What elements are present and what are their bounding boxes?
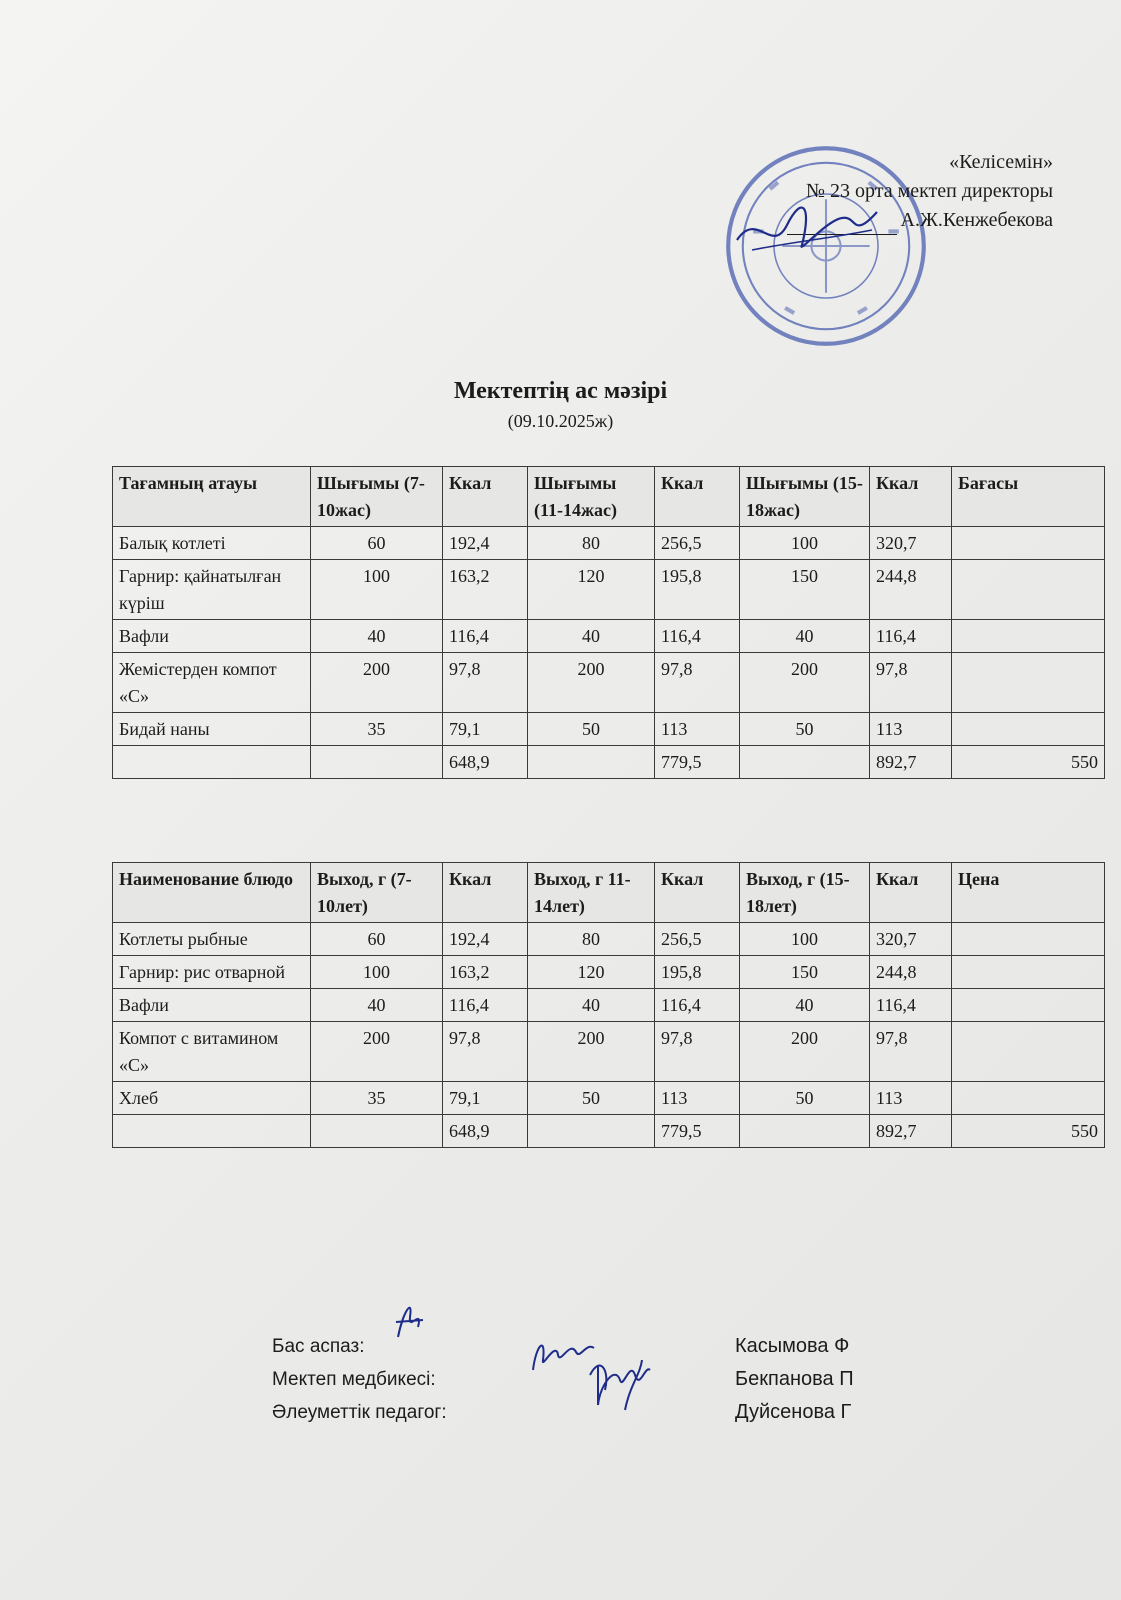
total-cell — [740, 746, 870, 779]
price-cell — [952, 527, 1105, 560]
total-kcal: 648,9 — [443, 746, 528, 779]
header-cell: Наименование блюдо — [113, 863, 311, 923]
kcal-cell: 116,4 — [870, 989, 952, 1022]
header-cell: Цена — [952, 863, 1105, 923]
header-cell: Ккал — [655, 863, 740, 923]
dish-name: Гарнир: рис отварной — [113, 956, 311, 989]
table-header-row — [113, 863, 1105, 923]
dish-name: Балық котлеті — [113, 527, 311, 560]
total-kcal: 648,9 — [443, 1115, 528, 1148]
price-cell — [952, 989, 1105, 1022]
table-row — [113, 956, 1105, 989]
dish-name: Вафли — [113, 989, 311, 1022]
portion-cell: 100 — [311, 560, 443, 620]
kcal-cell: 116,4 — [655, 620, 740, 653]
table-row — [113, 1082, 1105, 1115]
kcal-cell: 116,4 — [443, 989, 528, 1022]
kcal-cell: 320,7 — [870, 527, 952, 560]
role-chef: Бас аспаз: — [272, 1336, 365, 1357]
price-cell — [952, 923, 1105, 956]
portion-cell: 40 — [740, 989, 870, 1022]
price-cell — [952, 956, 1105, 989]
portion-cell: 120 — [528, 956, 655, 989]
portion-cell: 100 — [311, 956, 443, 989]
role-nurse: Мектеп медбикесі: — [272, 1369, 436, 1390]
menu-title-block — [0, 378, 1121, 432]
price-cell — [952, 713, 1105, 746]
portion-cell: 200 — [311, 1022, 443, 1082]
portion-cell: 150 — [740, 560, 870, 620]
portion-cell: 200 — [740, 1022, 870, 1082]
kcal-cell: 97,8 — [443, 1022, 528, 1082]
portion-cell: 40 — [311, 620, 443, 653]
total-cell — [311, 746, 443, 779]
portion-cell: 40 — [740, 620, 870, 653]
price-cell — [952, 620, 1105, 653]
dish-name: Бидай наны — [113, 713, 311, 746]
pedagogue-signature — [580, 1345, 660, 1415]
total-cell — [528, 746, 655, 779]
dish-name: Компот с витамином «С» — [113, 1022, 311, 1082]
menu-title: Мектептің ас мәзірі — [453, 378, 668, 404]
portion-cell: 100 — [740, 923, 870, 956]
price-cell — [952, 653, 1105, 713]
portion-cell: 35 — [311, 1082, 443, 1115]
header-cell: Ккал — [655, 467, 740, 527]
kcal-cell: 192,4 — [443, 527, 528, 560]
kcal-cell: 79,1 — [443, 1082, 528, 1115]
table-row — [113, 620, 1105, 653]
header-cell: Ккал — [870, 863, 952, 923]
signature-roles — [272, 1330, 447, 1429]
kcal-cell: 320,7 — [870, 923, 952, 956]
dish-name: Вафли — [113, 620, 311, 653]
price-cell — [952, 560, 1105, 620]
table-row — [113, 923, 1105, 956]
total-cell — [113, 746, 311, 779]
portion-cell: 80 — [528, 527, 655, 560]
approval-director: А.Ж.Кенжебекова — [787, 206, 1054, 235]
kcal-cell: 113 — [870, 1082, 952, 1115]
kcal-cell: 113 — [870, 713, 952, 746]
total-price: 550 — [952, 746, 1105, 779]
total-kcal: 779,5 — [655, 746, 740, 779]
header-cell: Тағамның атауы — [113, 467, 311, 527]
chef-signature — [388, 1292, 428, 1342]
table-total-row — [113, 746, 1105, 779]
table-row — [113, 1022, 1105, 1082]
portion-cell: 40 — [528, 989, 655, 1022]
total-cell — [528, 1115, 655, 1148]
kcal-cell: 256,5 — [655, 923, 740, 956]
header-cell: Ккал — [443, 467, 528, 527]
kcal-cell: 192,4 — [443, 923, 528, 956]
dish-name: Гарнир: қайнатылған күріш — [113, 560, 311, 620]
total-cell — [311, 1115, 443, 1148]
total-kcal: 779,5 — [655, 1115, 740, 1148]
portion-cell: 200 — [311, 653, 443, 713]
name-nurse: Бекпанова П — [735, 1368, 854, 1390]
director-signature — [732, 200, 882, 260]
table-row — [113, 713, 1105, 746]
header-cell: Выход, г 11-14лет) — [528, 863, 655, 923]
table-header-row — [113, 467, 1105, 527]
name-social-pedagogue: Дуйсенова Г — [735, 1401, 852, 1423]
kcal-cell: 97,8 — [870, 653, 952, 713]
table-row — [113, 989, 1105, 1022]
header-cell: Шығымы (7-10жас) — [311, 467, 443, 527]
kcal-cell: 256,5 — [655, 527, 740, 560]
portion-cell: 50 — [740, 1082, 870, 1115]
dish-name: Жемістерден компот «С» — [113, 653, 311, 713]
dish-name: Хлеб — [113, 1082, 311, 1115]
portion-cell: 100 — [740, 527, 870, 560]
kcal-cell: 116,4 — [870, 620, 952, 653]
kcal-cell: 116,4 — [655, 989, 740, 1022]
kcal-cell: 113 — [655, 1082, 740, 1115]
approval-position: № 23 орта мектеп директоры — [805, 180, 1053, 202]
kcal-cell: 195,8 — [655, 560, 740, 620]
header-cell: Шығымы (11-14жас) — [528, 467, 655, 527]
table-row — [113, 560, 1105, 620]
kcal-cell: 163,2 — [443, 560, 528, 620]
signature-names — [735, 1330, 854, 1429]
kcal-cell: 97,8 — [655, 1022, 740, 1082]
kcal-cell: 97,8 — [443, 653, 528, 713]
total-price: 550 — [952, 1115, 1105, 1148]
portion-cell: 50 — [528, 1082, 655, 1115]
header-cell: Бағасы — [952, 467, 1105, 527]
header-cell: Выход, г (15-18лет) — [740, 863, 870, 923]
header-cell: Ккал — [443, 863, 528, 923]
portion-cell: 200 — [740, 653, 870, 713]
kcal-cell: 244,8 — [870, 956, 952, 989]
total-cell — [113, 1115, 311, 1148]
menu-date: (09.10.2025ж) — [507, 411, 614, 431]
portion-cell: 60 — [311, 527, 443, 560]
header-cell: Выход, г (7-10лет) — [311, 863, 443, 923]
portion-cell: 200 — [528, 653, 655, 713]
table-total-row — [113, 1115, 1105, 1148]
portion-cell: 80 — [528, 923, 655, 956]
kcal-cell: 244,8 — [870, 560, 952, 620]
kcal-cell: 116,4 — [443, 620, 528, 653]
name-chef: Касымова Ф — [735, 1335, 850, 1357]
dish-name: Котлеты рыбные — [113, 923, 311, 956]
role-social-pedagogue: Әлеуметтік педагог: — [272, 1402, 447, 1423]
total-cell — [740, 1115, 870, 1148]
kcal-cell: 79,1 — [443, 713, 528, 746]
portion-cell: 50 — [528, 713, 655, 746]
total-kcal: 892,7 — [870, 746, 952, 779]
total-kcal: 892,7 — [870, 1115, 952, 1148]
portion-cell: 40 — [311, 989, 443, 1022]
portion-cell: 40 — [528, 620, 655, 653]
portion-cell: 200 — [528, 1022, 655, 1082]
kcal-cell: 113 — [655, 713, 740, 746]
portion-cell: 50 — [740, 713, 870, 746]
kcal-cell: 97,8 — [870, 1022, 952, 1082]
portion-cell: 60 — [311, 923, 443, 956]
header-cell: Шығымы (15-18жас) — [740, 467, 870, 527]
menu-table-russian — [112, 862, 1105, 1148]
portion-cell: 120 — [528, 560, 655, 620]
table-row — [113, 653, 1105, 713]
portion-cell: 35 — [311, 713, 443, 746]
kcal-cell: 163,2 — [443, 956, 528, 989]
table-row — [113, 527, 1105, 560]
price-cell — [952, 1082, 1105, 1115]
portion-cell: 150 — [740, 956, 870, 989]
kcal-cell: 195,8 — [655, 956, 740, 989]
price-cell — [952, 1022, 1105, 1082]
menu-table-kazakh — [112, 466, 1105, 779]
approval-heading: «Келісемін» — [949, 151, 1053, 173]
kcal-cell: 97,8 — [655, 653, 740, 713]
header-cell: Ккал — [870, 467, 952, 527]
